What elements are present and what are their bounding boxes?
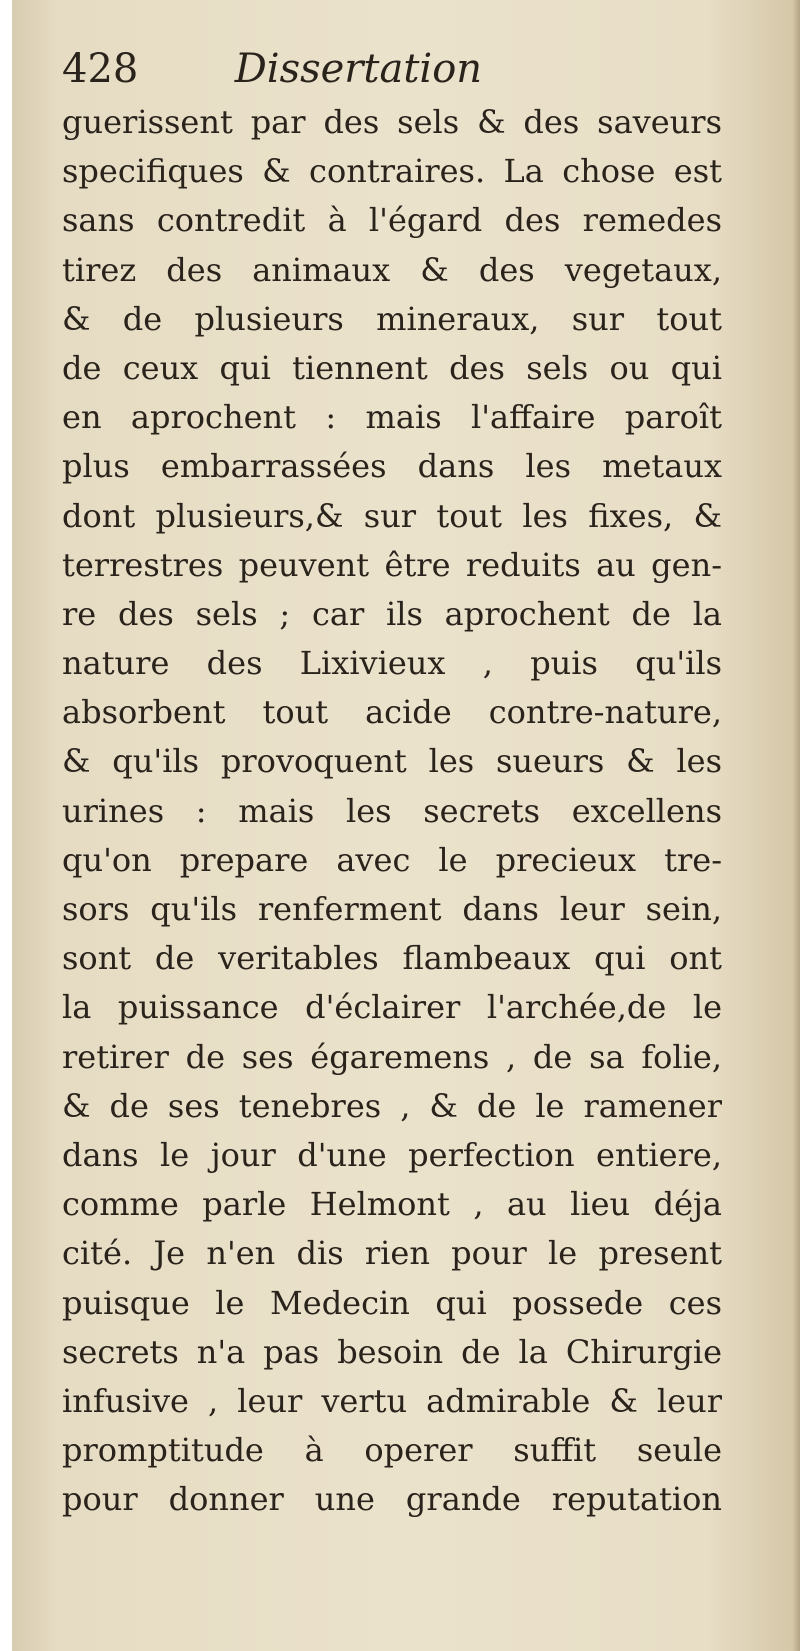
text-line: pour donner une grande reputation bbox=[62, 1480, 722, 1519]
page-number: 428 bbox=[62, 46, 139, 92]
text-line: sont de veritables flambeaux qui ont bbox=[62, 939, 722, 978]
running-title: Dissertation bbox=[234, 46, 483, 92]
text-line: & de ses tenebres , & de le ramener bbox=[62, 1086, 722, 1125]
text-line: re des sels ; car ils aprochent de la bbox=[62, 594, 722, 633]
text-line: en aprochent : mais l'affaire paroît bbox=[62, 398, 722, 437]
text-line: qu'on prepare avec le precieux tre- bbox=[62, 840, 722, 879]
text-line: dont plusieurs,& sur tout les fixes, & bbox=[62, 496, 722, 535]
page-text bbox=[62, 40, 722, 1524]
text-line: secrets n'a pas besoin de la Chirurgie bbox=[62, 1332, 722, 1371]
text-line: sors qu'ils renferment dans leur sein, bbox=[62, 890, 722, 928]
text-line: & qu'ils provoquent les sueurs & les bbox=[62, 742, 722, 781]
text-line: retirer de ses égaremens , de sa folie, bbox=[62, 1037, 722, 1076]
text-line: guerissent par des sels & des saveurs bbox=[62, 103, 722, 141]
text-line: promptitude à operer suffit seule bbox=[62, 1431, 722, 1470]
body-text bbox=[62, 98, 722, 1524]
text-line: terrestres peuvent être reduits au gen- bbox=[62, 545, 722, 584]
text-line: tirez des animaux & des vegetaux, bbox=[62, 250, 722, 289]
text-line: cité. Je n'en dis rien pour le present bbox=[62, 1234, 722, 1273]
text-line: sans contredit à l'égard des remedes bbox=[62, 201, 722, 240]
text-line: de ceux qui tiennent des sels ou qui bbox=[62, 348, 722, 387]
book-page bbox=[12, 0, 800, 1651]
text-line: puisque le Medecin qui possede ces bbox=[62, 1283, 722, 1322]
text-line: & de plusieurs mineraux, sur tout bbox=[62, 299, 722, 338]
text-line: absorbent tout acide contre-nature, bbox=[62, 693, 722, 732]
text-line: la puissance d'éclairer l'archée,de le bbox=[62, 988, 722, 1027]
running-header bbox=[62, 40, 722, 98]
text-line: plus embarrassées dans les metaux bbox=[62, 447, 722, 486]
text-line: specifiques & contraires. La chose est bbox=[62, 152, 722, 191]
text-line: infusive , leur vertu admirable & leur bbox=[62, 1381, 722, 1420]
text-line: nature des Lixivieux , puis qu'ils bbox=[62, 644, 722, 683]
text-line: urines : mais les secrets excellens bbox=[62, 791, 722, 830]
text-line: dans le jour d'une perfection entiere, bbox=[62, 1135, 722, 1174]
text-line: comme parle Helmont , au lieu déja bbox=[62, 1185, 722, 1224]
